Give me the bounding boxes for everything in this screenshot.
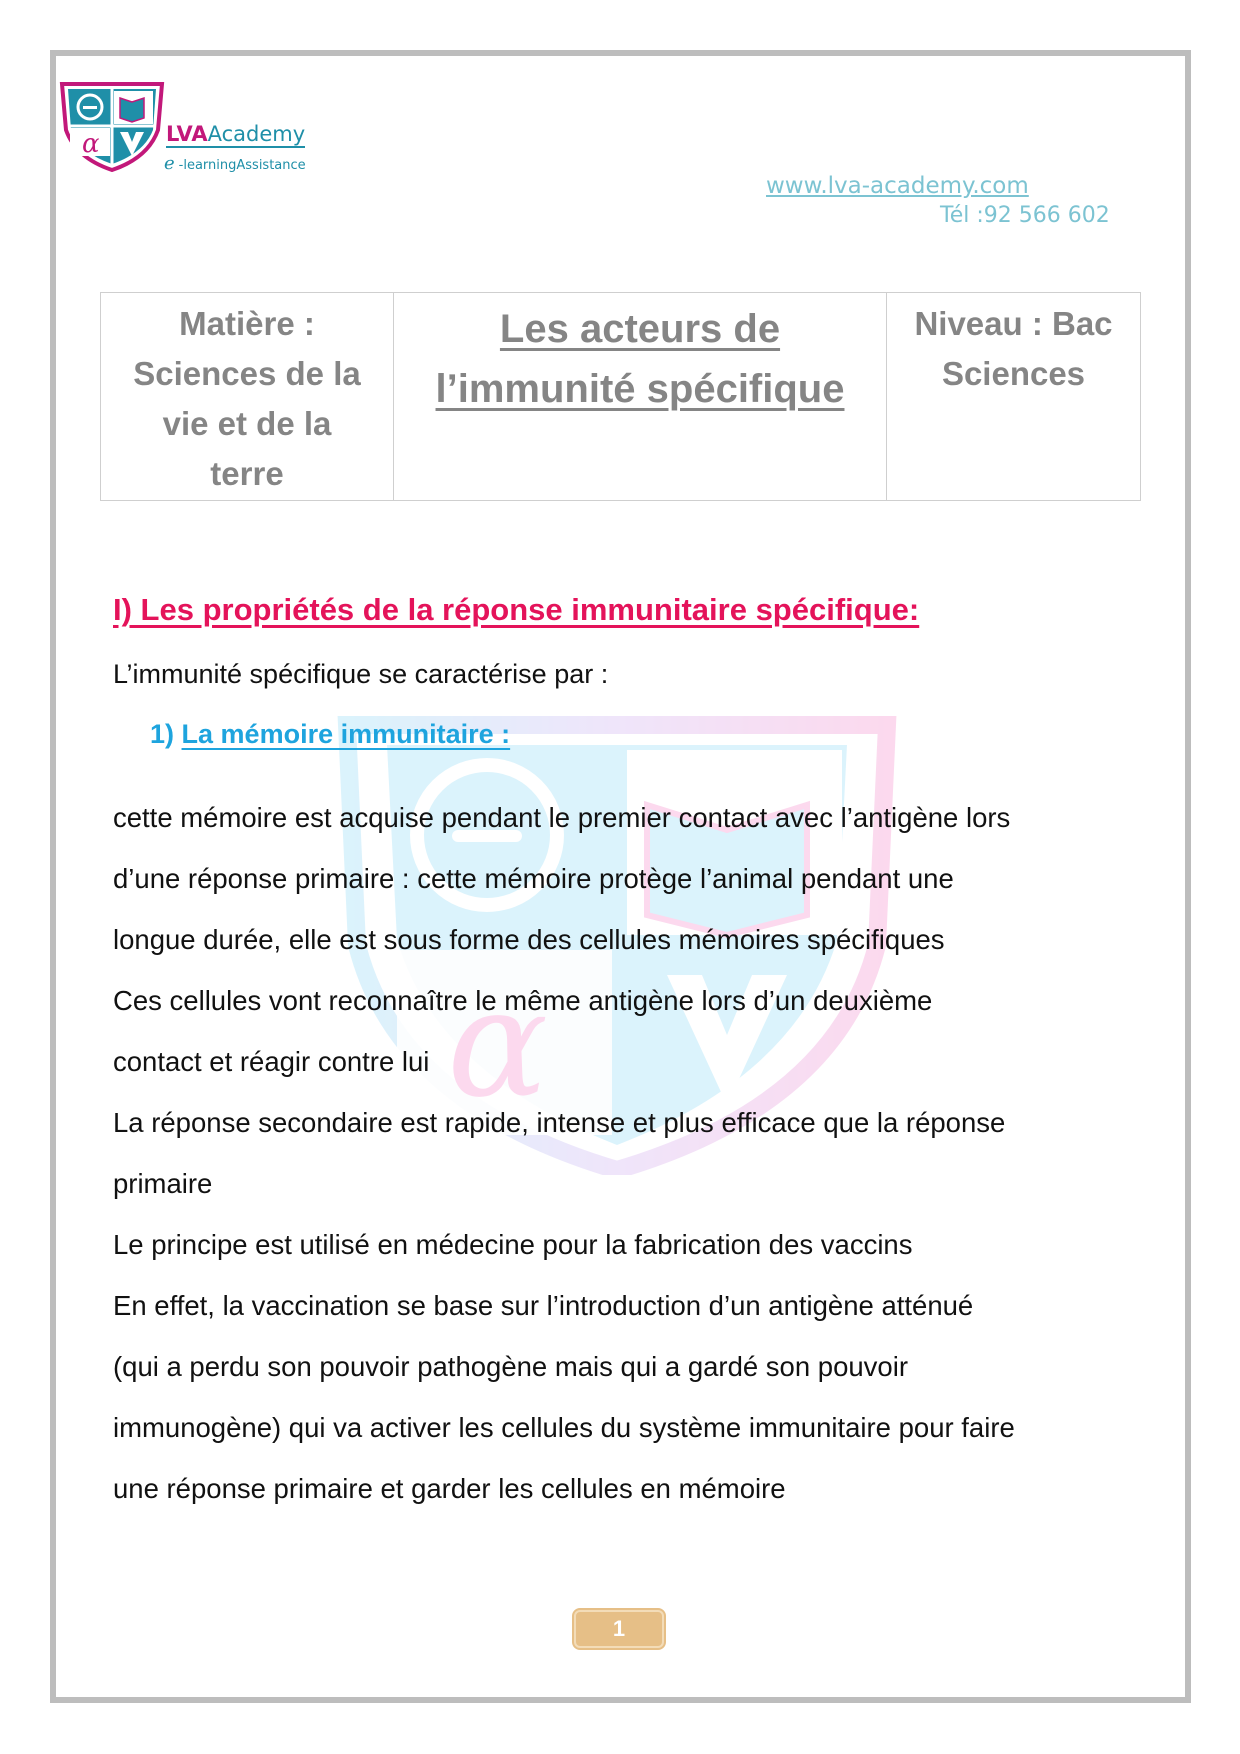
section-heading: I) Les propriétés de la réponse immunitaire spécifique: [113, 592, 920, 627]
svg-text:α: α [82, 129, 100, 159]
subsection-title: La mémoire immunitaire : [181, 719, 511, 749]
body-line: primaire [113, 1168, 213, 1199]
body-line: une réponse primaire et garder les cellules en mémoire [113, 1473, 786, 1504]
body-line: longue durée, elle est sous forme des cellules mémoires spécifiques [113, 924, 945, 955]
subject-line: Matière : [179, 305, 315, 342]
body-text [113, 800, 1153, 1532]
body-line: contact et réagir contre lui [113, 1046, 430, 1077]
subject-line: vie et de la [162, 405, 332, 442]
subject-line: Sciences de la [133, 355, 361, 392]
subject-cell [101, 293, 394, 501]
brand-name [166, 122, 305, 148]
tagline-e: e [164, 153, 175, 174]
brand-prefix: LVA [166, 122, 208, 146]
svg-text:α: α [447, 957, 549, 1131]
title-cell [394, 293, 887, 501]
body-line: La réponse secondaire est rapide, intense et plus efficace que la réponse [113, 1107, 1006, 1138]
body-line: Le principe est utilisé en médecine pour la fabrication des vaccins [113, 1229, 913, 1260]
phone-number: Tél :92 566 602 [940, 203, 1110, 228]
level-line: Sciences [941, 355, 1086, 392]
body-line: cette mémoire est acquise pendant le premier contact avec l’antigène lors [113, 802, 1011, 833]
document-title-line: l’immunité spécifique [435, 367, 845, 411]
brand-tagline [164, 153, 306, 174]
brand-suffix: Academy [207, 122, 306, 146]
subject-line: terre [210, 455, 284, 492]
level-line: Niveau : Bac [914, 305, 1113, 342]
page-number-badge: 1 [574, 1610, 664, 1648]
body-line: En effet, la vaccination se base sur l’introduction d’un antigène atténué [113, 1290, 974, 1321]
subsection-number: 1) [150, 719, 175, 749]
body-line: (qui a perdu son pouvoir pathogène mais qui a gardé son pouvoir [113, 1351, 908, 1382]
intro-text: L’immunité spécifique se caractérise par : [113, 659, 609, 689]
subsection-heading [150, 719, 510, 750]
website-link[interactable]: www.lva-academy.com [766, 173, 1029, 199]
document-title-line: Les acteurs de [499, 307, 781, 351]
body-line: Ces cellules vont reconnaître le même antigène lors d’un deuxième [113, 985, 933, 1016]
info-table [100, 292, 1141, 501]
body-line: d’une réponse primaire : cette mémoire protège l’animal pendant une [113, 863, 954, 894]
lva-logo-icon [58, 80, 166, 172]
body-line: immunogène) qui va activer les cellules du système immunitaire pour faire [113, 1412, 1015, 1443]
tagline-text: -learningAssistance [178, 158, 306, 173]
level-cell [887, 293, 1141, 501]
